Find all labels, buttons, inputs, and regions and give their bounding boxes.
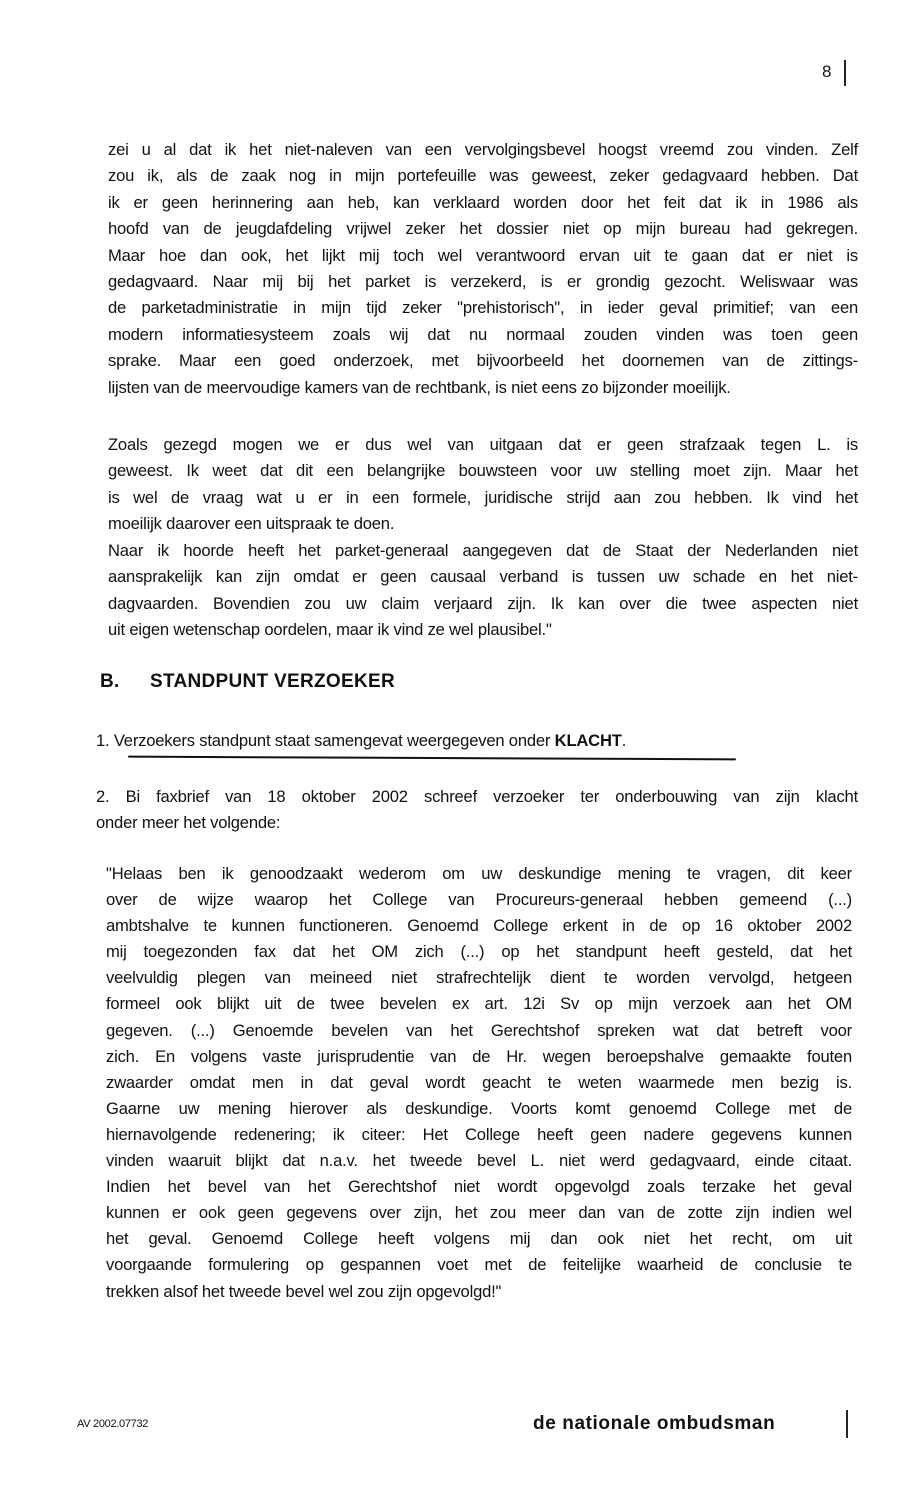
section-letter: B. (100, 671, 120, 692)
item-1-text: 1. Verzoekers standpunt staat samengevat weergegeven onder (96, 731, 555, 750)
text-line: geweest. Ik weet dat dit een belangrijke bouwsteen voor uw stelling moet zijn. Maar het (108, 461, 858, 481)
quote-line: ambtshalve te kunnen functioneren. Genoemd College erkent in de op 16 oktober 2002 (106, 916, 852, 936)
paragraph-1 (108, 137, 858, 401)
footer-rule (846, 1410, 848, 1438)
quote-line: vinden waaruit blijkt dat n.a.v. het tweede bevel L. niet werd gedagvaard, einde citaat. (106, 1151, 852, 1171)
quote-line: Gaarne uw mening hierover als deskundige. Voorts komt genoemd College met de (106, 1098, 852, 1118)
quote-line: zich. En volgens vaste jurisprudentie van de Hr. wegen beroepshalve gemaakte fouten (106, 1046, 852, 1066)
quote-line: mij toegezonden fax dat het OM zich (...) op het standpunt heeft gesteld, dat het (106, 942, 852, 962)
quote-line: "Helaas ben ik genoodzaakt wederom om uw deskundige mening te vragen, dit keer (106, 864, 852, 883)
text-line: is wel de vraag wat u er in een formele, juridische strijd aan zou hebben. Ik vind het (108, 487, 858, 507)
page-number-rule (844, 60, 846, 86)
text-line: de parketadministratie in mijn tijd zeker "prehistorisch", in ieder geval primitief; van een (108, 298, 858, 318)
quote-line: veelvuldig plegen van meineed niet strafrechtelijk dient te worden vervolgd, hetgeen (106, 968, 852, 988)
quote-line: hiernavolgende redenering; ik citeer: Het College heeft geen nadere gegevens kunnen (106, 1124, 852, 1144)
section-title: STANDPUNT VERZOEKER (150, 671, 395, 692)
text-line: gedagvaard. Naar mij bij het parket is verzekerd, is er grondig gezocht. Weliswaar was (108, 272, 858, 292)
text-line: ik er geen herinnering aan heb, kan verklaard worden door het feit dat ik in 1986 als (108, 192, 858, 212)
text-line: sprake. Maar een goed onderzoek, met bijvoorbeeld het doornemen van de zittings- (108, 351, 858, 371)
quote-line: gegeven. (...) Genoemde bevelen van het Gerechtshof spreken wat dat betreft voor (106, 1020, 852, 1040)
footer-brand-logo: de nationale ombudsman (533, 1413, 776, 1434)
text-line: Zoals gezegd mogen we er dus wel van uitgaan dat er geen strafzaak tegen L. is (108, 435, 858, 454)
paragraph-3 (108, 538, 858, 644)
text-line: zou ik, als de zaak nog in mijn portefeuille was geweest, zeker gedagvaard hebben. Dat (108, 166, 858, 186)
page-number: 8 (822, 62, 832, 81)
text-line: aansprakelijk kan zijn omdat er geen causaal verband is tussen uw schade en het niet- (108, 567, 858, 587)
text-line: hoofd van de jeugdafdeling vrijwel zeker het dossier niet op mijn bureau had gekregen. (108, 219, 858, 239)
text-line: uit eigen wetenschap oordelen, maar ik vind ze wel plausibel." (108, 620, 552, 640)
quote-line: kunnen er ook geen gegevens over zijn, het zou meer dan van de zotte zijn indien wel (106, 1203, 852, 1223)
quote-line: over de wijze waarop het College van Procureurs-generaal hebben gemeend (...) (106, 890, 852, 910)
text-line: onder meer het volgende: (96, 813, 281, 833)
item-2 (96, 784, 858, 837)
quote-line: Indien het bevel van het Gerechtshof niet wordt opgevolgd zoals terzake het geval (106, 1177, 852, 1197)
footer-reference: AV 2002.07732 (77, 1418, 149, 1430)
text-line: 2. Bi faxbrief van 18 oktober 2002 schreef verzoeker ter onderbouwing van zijn klacht (96, 787, 858, 806)
text-line: Maar hoe dan ook, het lijkt mij toch wel verantwoord ervan uit te gaan dat er niet is (108, 245, 858, 265)
item-1-bold-klacht: KLACHT (554, 731, 622, 750)
quote-block (106, 861, 852, 1305)
quote-line: het geval. Genoemd College heeft volgens mij dan ook niet het recht, om uit (106, 1229, 852, 1249)
text-line: dagvaarden. Bovendien zou uw claim verjaard zijn. Ik kan over die twee aspecten niet (108, 593, 858, 613)
item-1-line (96, 728, 858, 754)
quote-line: zwaarder omdat men in dat geval wordt geacht te weten waarmede men bezig is. (106, 1072, 852, 1092)
quote-line: voorgaande formulering op gespannen voet met de feitelijke waarheid de conclusie te (106, 1255, 852, 1275)
quote-line: trekken alsof het tweede bevel wel zou zijn opgevolgd!" (106, 1281, 502, 1301)
quote-line: formeel ook blijkt uit de twee bevelen ex art. 12i Sv op mijn verzoek aan het OM (106, 994, 852, 1014)
text-line: zei u al dat ik het niet-naleven van een vervolgingsbevel hoogst vreemd zou vinden. Zelf (108, 140, 858, 159)
text-line: lijsten van de meervoudige kamers van de rechtbank, is niet eens zo bijzonder moeilijk. (108, 377, 731, 397)
text-line: moeilijk daarover een uitspraak te doen. (108, 514, 395, 534)
text-line: Naar ik hoorde heeft het parket-generaal aangegeven dat de Staat der Nederlanden niet (108, 541, 858, 560)
section-heading (100, 671, 395, 693)
paragraph-2 (108, 432, 858, 538)
text-line: modern informatiesysteem zoals wij dat nu normaal zouden vinden was toen geen (108, 324, 858, 344)
item-1-end: . (621, 731, 627, 750)
handwritten-underline (128, 756, 736, 761)
item-1 (96, 728, 858, 754)
